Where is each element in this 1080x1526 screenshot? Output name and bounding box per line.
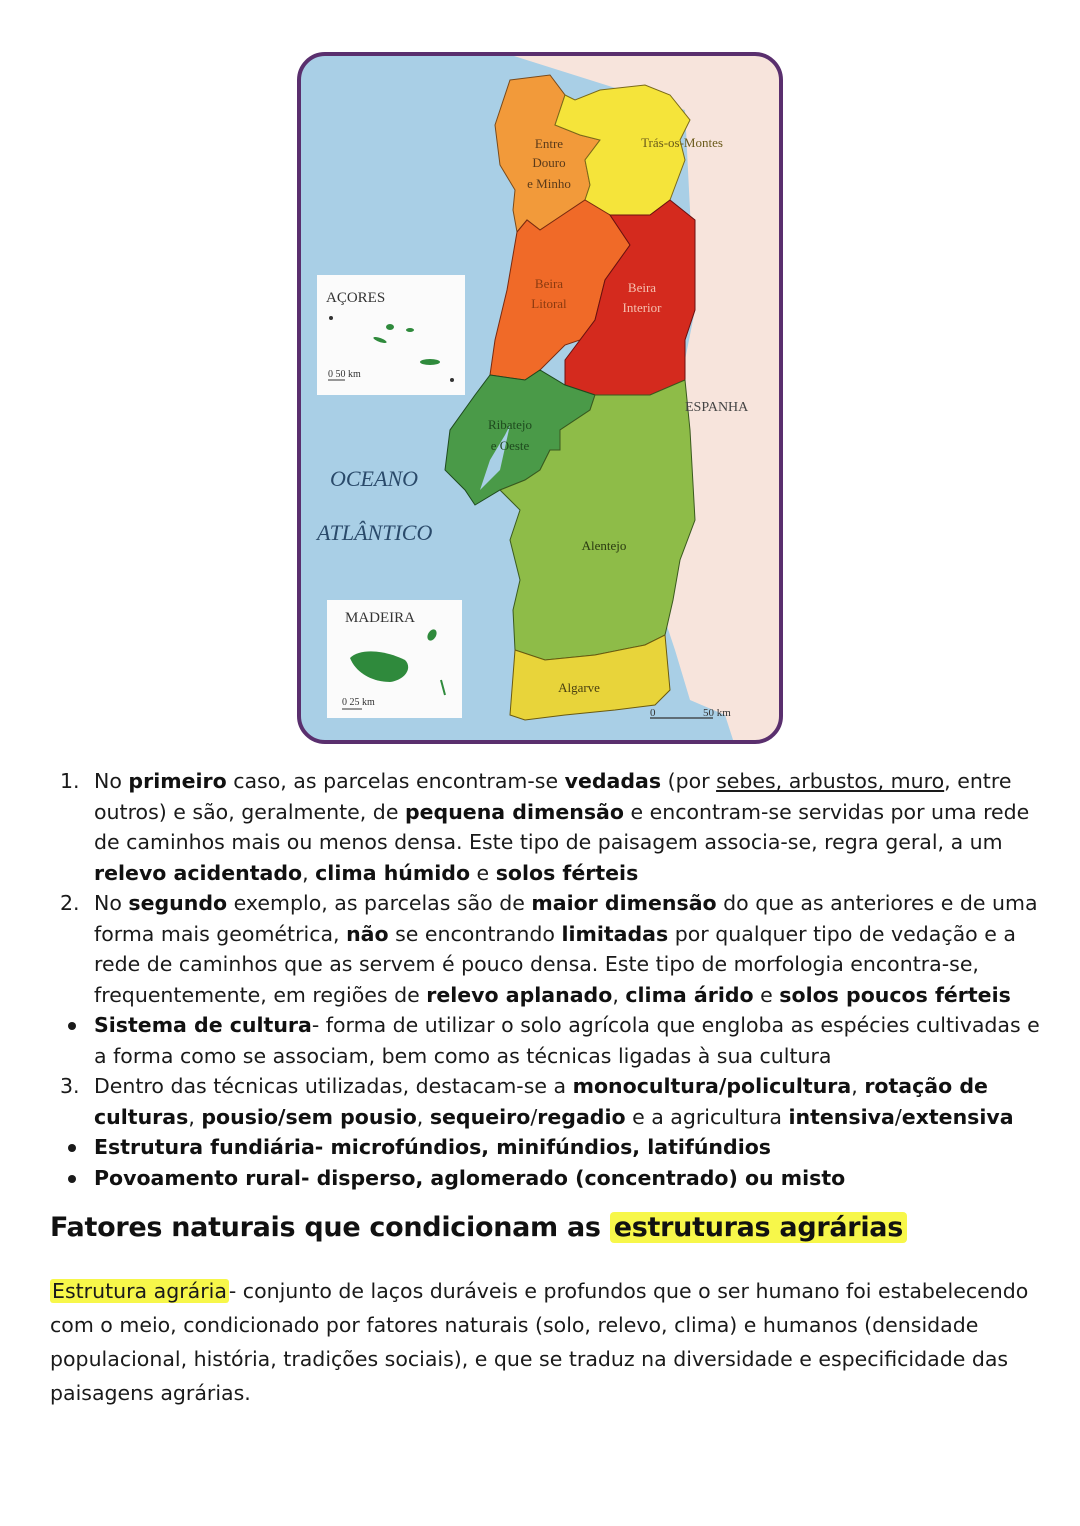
text: exemplo, as parcelas são de bbox=[227, 891, 532, 915]
text: , bbox=[416, 1104, 430, 1129]
bold-text: intensiva bbox=[788, 1104, 895, 1129]
list-marker: 3. bbox=[60, 1074, 80, 1098]
label-beira-litoral-1: Beira bbox=[534, 276, 564, 291]
bold-text: Povoamento rural- disperso, aglomerado (concentrado) ou misto bbox=[94, 1165, 846, 1190]
definition-text: - conjunto de laços duráveis e profundos que o ser humano foi estabelecendo com o meio, condicionado por fatores naturais (solo, relevo, clima) e humanos (densidade populacional, história, tradições sociais), e que se traduz na diversidade e especificidade das paisagens agrárias. bbox=[50, 1279, 1029, 1405]
label-oceano: OCEANO bbox=[330, 466, 418, 491]
section-heading bbox=[50, 1212, 907, 1243]
text: / bbox=[894, 1104, 902, 1129]
bold-text: clima húmido bbox=[315, 860, 471, 885]
bold-text: vedadas bbox=[564, 769, 662, 793]
label-tras-os-montes: Trás-os-Montes bbox=[641, 135, 723, 150]
label-algarve: Algarve bbox=[558, 680, 600, 695]
bold-text: rotação de culturas bbox=[94, 1074, 988, 1129]
bold-text: pequena dimensão bbox=[404, 799, 624, 824]
label-alentejo: Alentejo bbox=[581, 538, 627, 553]
bullet-dot-icon bbox=[68, 1022, 76, 1030]
text: caso, as parcelas encontram-se bbox=[226, 769, 565, 793]
bold-text: extensiva bbox=[901, 1104, 1014, 1129]
bold-text: solos férteis bbox=[495, 860, 639, 885]
bold-text: solos poucos férteis bbox=[779, 982, 1011, 1007]
text: se encontrando bbox=[388, 921, 562, 946]
list-item-2 bbox=[50, 888, 1040, 1010]
text: , bbox=[188, 1104, 202, 1129]
notes-list bbox=[50, 766, 1040, 1193]
text: e bbox=[470, 860, 496, 885]
text: , bbox=[851, 1074, 865, 1098]
bullet-dot-icon bbox=[68, 1144, 76, 1152]
text: e bbox=[753, 982, 780, 1007]
bold-text: pousio/sem pousio bbox=[201, 1104, 417, 1129]
label-scale-zero: 0 bbox=[650, 707, 656, 719]
list-marker: 1. bbox=[60, 769, 80, 793]
text: , bbox=[612, 982, 626, 1007]
bold-text: relevo acidentado bbox=[94, 860, 303, 885]
label-acores: AÇORES bbox=[326, 290, 386, 306]
label-espanha: ESPANHA bbox=[685, 400, 749, 415]
label-beira-interior-2: Interior bbox=[622, 300, 662, 315]
bullet-dot-icon bbox=[68, 1175, 76, 1183]
text: No bbox=[94, 891, 129, 915]
text: , bbox=[302, 860, 316, 885]
bold-text: maior dimensão bbox=[531, 891, 717, 915]
bold-text: regadio bbox=[537, 1104, 626, 1129]
label-beira-interior-1: Beira bbox=[627, 280, 657, 295]
label-ribatejo-oeste-1: Ribatejo bbox=[487, 417, 533, 432]
text: e a agricultura bbox=[625, 1104, 789, 1129]
bold-text: clima árido bbox=[625, 982, 754, 1007]
bullet-item-estrutura-fundiaria bbox=[50, 1132, 1040, 1163]
text: (por bbox=[661, 769, 717, 793]
label-scale-50km: 50 km bbox=[703, 707, 731, 719]
bold-text: relevo aplanado bbox=[426, 982, 613, 1007]
list-marker: 2. bbox=[60, 891, 80, 915]
underlined-text: sebes, arbustos, muro bbox=[716, 769, 945, 793]
label-ribatejo-oeste-2: e Oeste bbox=[490, 438, 530, 453]
definition-term-highlighted: Estrutura agrária bbox=[52, 1279, 227, 1303]
text: No bbox=[94, 769, 129, 793]
text: Dentro das técnicas utilizadas, destacam-se a bbox=[94, 1074, 573, 1098]
bullet-item-povoamento-rural bbox=[50, 1163, 1040, 1194]
heading-highlighted-text: estruturas agrárias bbox=[610, 1212, 907, 1243]
label-madeira-scale: 0 25 km bbox=[342, 697, 375, 708]
bold-text: monocultura/policultura bbox=[572, 1074, 852, 1098]
list-item-1 bbox=[50, 766, 1040, 888]
bold-text: sequeiro bbox=[429, 1104, 531, 1129]
label-beira-litoral-2: Litoral bbox=[531, 296, 567, 311]
bold-text: segundo bbox=[128, 891, 228, 915]
label-atlantico: ATLÂNTICO bbox=[317, 520, 433, 545]
label-entre-douro-minho-2: Douro bbox=[532, 155, 566, 170]
label-entre-douro-minho-3: e Minho bbox=[527, 176, 571, 191]
list-item-3 bbox=[50, 1071, 1040, 1132]
heading-text: Fatores naturais que condicionam as bbox=[50, 1212, 610, 1243]
portugal-agrarian-regions-map bbox=[295, 50, 785, 746]
text: por qualquer tipo de vedação e a rede de caminhos que as servem é pouco densa. Este tipo de morfologia encontra-se, frequentemente, em regiões de bbox=[94, 921, 1016, 1007]
label-madeira: MADEIRA bbox=[345, 610, 415, 626]
label-acores-scale: 0 50 km bbox=[328, 369, 361, 380]
bold-text: primeiro bbox=[128, 769, 227, 793]
bold-text: limitadas bbox=[561, 921, 669, 946]
bullet-item-sistema-cultura bbox=[50, 1010, 1040, 1071]
label-entre-douro-minho-1: Entre bbox=[534, 136, 564, 151]
bold-text: Estrutura fundiária- microfúndios, minifúndios, latifúndios bbox=[94, 1135, 772, 1159]
text: do que as anteriores e de uma forma mais geométrica, bbox=[94, 891, 1038, 946]
text: , entre outros) e são, geralmente, de bbox=[94, 769, 1012, 824]
text: - forma de utilizar o solo agrícola que engloba as espécies cultivadas e a forma como se associam, bem como as técnicas ligadas à sua cultura bbox=[94, 1013, 1040, 1068]
definition-paragraph bbox=[50, 1274, 1040, 1410]
text: / bbox=[530, 1104, 538, 1129]
text: e encontram-se servidas por uma rede de caminhos mais ou menos densa. Este tipo de paisagem associa-se, regra geral, a um bbox=[94, 799, 1030, 854]
bold-text: Sistema de cultura bbox=[94, 1013, 312, 1037]
bold-text: não bbox=[346, 921, 389, 946]
